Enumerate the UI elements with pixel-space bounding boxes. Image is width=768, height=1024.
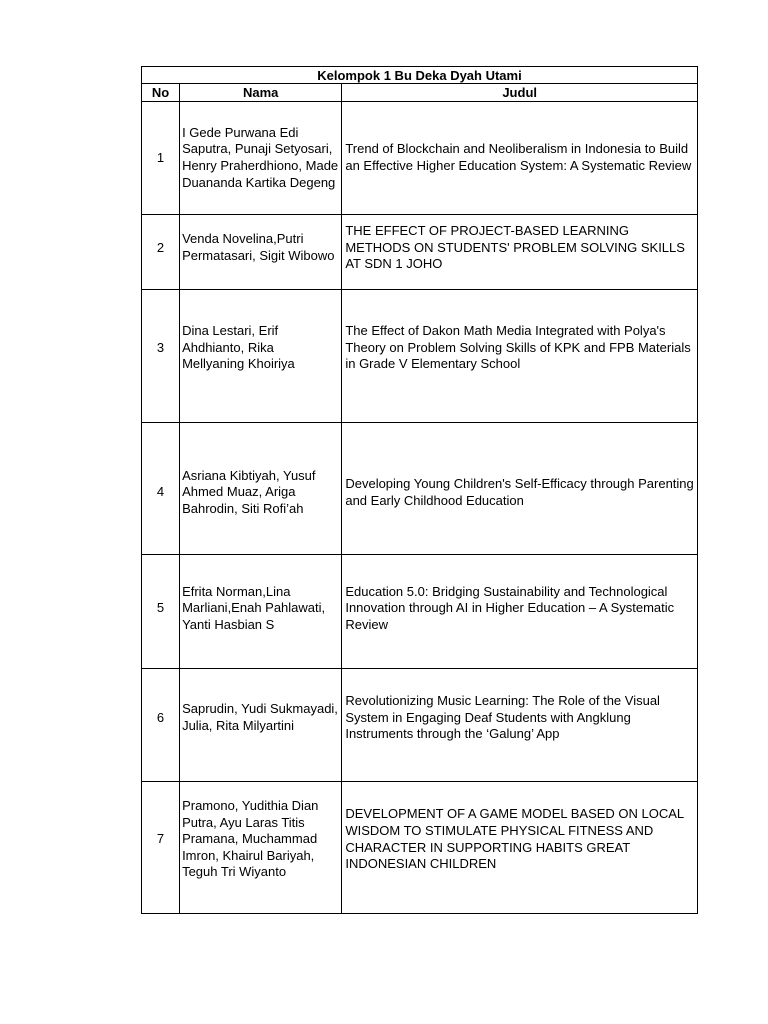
row-number-text: 1 bbox=[156, 149, 165, 165]
row-number bbox=[142, 215, 180, 290]
row-number bbox=[142, 669, 180, 782]
row-nama bbox=[180, 102, 342, 215]
row-number bbox=[142, 290, 180, 423]
row-number bbox=[142, 782, 180, 914]
row-judul-text: THE EFFECT OF PROJECT-BASED LEARNING METHODS ON STUDENTS' PROBLEM SOLVING SKILLS AT SDN 1 JOHO bbox=[345, 223, 685, 272]
row-nama bbox=[180, 669, 342, 782]
row-judul bbox=[342, 555, 698, 669]
row-judul bbox=[342, 782, 698, 914]
row-nama-text: Dina Lestari, Erif Ahdhianto, Rika Mellyaning Khoiriya bbox=[182, 323, 295, 372]
row-number-text: 5 bbox=[156, 600, 165, 616]
row-nama-text: Venda Novelina,Putri Permatasari, Sigit Wibowo bbox=[182, 231, 335, 263]
row-nama-text: Pramono, Yudithia Dian Putra, Ayu Laras Titis Pramana, Muchammad Imron, Khairul Bariyah, Teguh Tri Wiyanto bbox=[182, 798, 319, 880]
row-number bbox=[142, 102, 180, 215]
table-row bbox=[142, 669, 698, 782]
header-no: No bbox=[142, 84, 180, 102]
header-judul: Judul bbox=[342, 84, 698, 102]
row-judul bbox=[342, 669, 698, 782]
row-nama bbox=[180, 782, 342, 914]
table-row bbox=[142, 215, 698, 290]
kelompok-table bbox=[141, 66, 698, 914]
row-nama-text: Efrita Norman,Lina Marliani,Enah Pahlawati, Yanti Hasbian S bbox=[182, 583, 326, 632]
row-judul bbox=[342, 423, 698, 555]
row-number bbox=[142, 423, 180, 555]
row-number bbox=[142, 555, 180, 669]
row-number-text: 6 bbox=[156, 709, 165, 725]
row-number-text: 3 bbox=[156, 339, 165, 355]
row-judul bbox=[342, 215, 698, 290]
row-nama bbox=[180, 215, 342, 290]
row-judul bbox=[342, 102, 698, 215]
row-nama-text: Saprudin, Yudi Sukmayadi, Julia, Rita Milyartini bbox=[182, 701, 338, 733]
table-title-row bbox=[142, 67, 698, 84]
row-judul-text: Education 5.0: Bridging Sustainability and Technological Innovation through AI in Higher Education – A Systematic Review bbox=[345, 583, 675, 632]
row-judul bbox=[342, 290, 698, 423]
table-row bbox=[142, 290, 698, 423]
table-row bbox=[142, 555, 698, 669]
row-nama bbox=[180, 423, 342, 555]
table-row bbox=[142, 782, 698, 914]
table-header-row bbox=[142, 84, 698, 102]
row-judul-text: DEVELOPMENT OF A GAME MODEL BASED ON LOCAL WISDOM TO STIMULATE PHYSICAL FITNESS AND CHARACTER IN SUPPORTING HABITS GREAT INDONESIAN CHILDREN bbox=[345, 806, 684, 872]
table-title: Kelompok 1 Bu Deka Dyah Utami bbox=[142, 67, 698, 84]
row-judul-text: Revolutionizing Music Learning: The Role of the Visual System in Engaging Deaf Students with Angklung Instruments through the ‘Galung’ App bbox=[345, 693, 660, 742]
table-row bbox=[142, 102, 698, 215]
row-nama bbox=[180, 555, 342, 669]
row-nama bbox=[180, 290, 342, 423]
table-row bbox=[142, 423, 698, 555]
row-judul-text: Trend of Blockchain and Neoliberalism in Indonesia to Build an Effective Higher Education System: A Systematic Review bbox=[345, 141, 692, 173]
row-number-text: 7 bbox=[156, 831, 165, 847]
header-nama: Nama bbox=[180, 84, 342, 102]
row-nama-text: I Gede Purwana Edi Saputra, Punaji Setyosari, Henry Praherdhiono, Made Duananda Kartika Degeng bbox=[182, 124, 339, 190]
row-judul-text: Developing Young Children's Self-Efficacy through Parenting and Early Childhood Education bbox=[345, 475, 694, 508]
row-nama-text: Asriana Kibtiyah, Yusuf Ahmed Muaz, Ariga Bahrodin, Siti Rofi’ah bbox=[182, 467, 316, 516]
row-number-text: 2 bbox=[156, 239, 165, 255]
row-judul-text: The Effect of Dakon Math Media Integrated with Polya's Theory on Problem Solving Skills of KPK and FPB Materials in Grade V Elementary School bbox=[345, 323, 691, 372]
row-number-text: 4 bbox=[156, 484, 165, 500]
